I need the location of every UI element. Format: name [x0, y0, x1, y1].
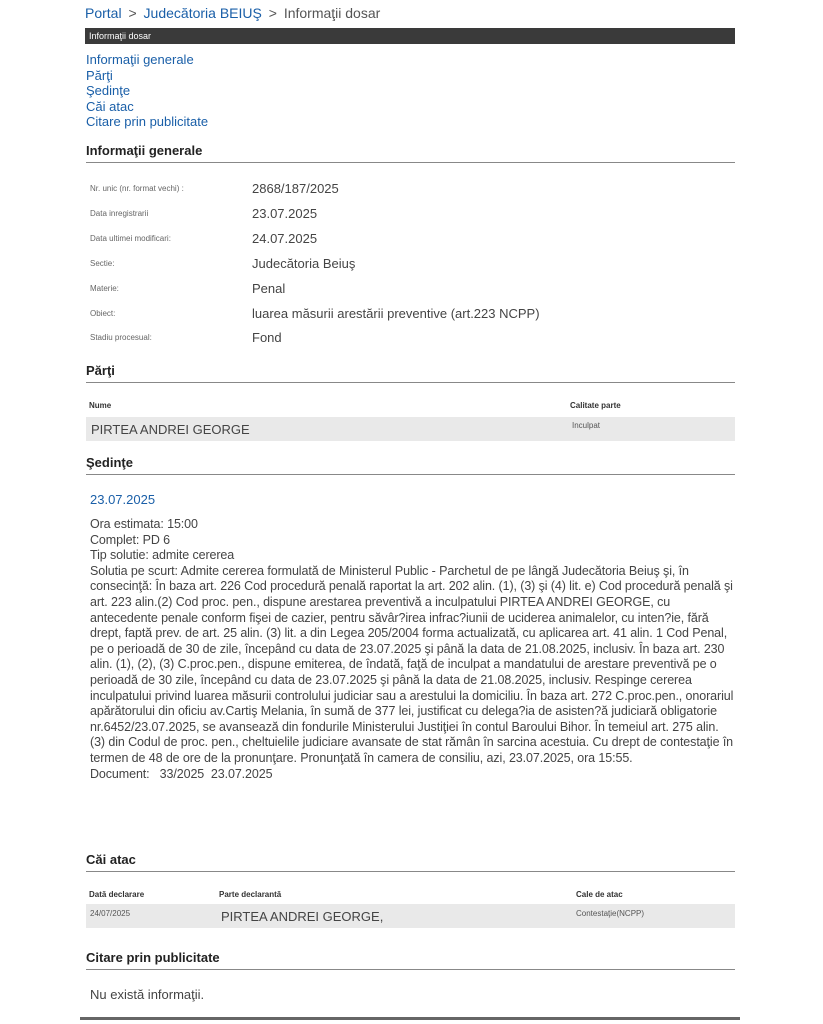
column-header-name: Nume	[89, 401, 112, 410]
field-label: Materie:	[90, 284, 119, 293]
breadcrumb-court-link[interactable]: Judecătoria BEIUŞ	[143, 5, 262, 21]
nav-link-appeals[interactable]: Căi atac	[86, 98, 134, 114]
field-label: Stadiu procesual:	[90, 333, 152, 342]
appeal-type: Contestaţie(NCPP)	[576, 909, 645, 918]
section-nav	[86, 52, 208, 130]
nav-link-publicity[interactable]: Citare prin publicitate	[86, 114, 209, 129]
session-panel: Complet: PD 6	[90, 532, 170, 547]
publicity-text: Nu există informaţii.	[90, 987, 205, 1002]
appeal-date: 24/07/2025	[90, 909, 131, 918]
field-value: Penal	[252, 281, 286, 296]
appeal-party: PIRTEA ANDREI GEORGE,	[221, 909, 384, 924]
field-label: Obiect:	[90, 309, 116, 318]
section-heading-general: Informaţii generale	[86, 143, 735, 163]
section-heading-parties: Părţi	[86, 363, 735, 383]
session-solution-type: Tip solutie: admite cererea	[90, 548, 235, 563]
column-header-date: Dată declarare	[89, 890, 145, 899]
nav-link-general[interactable]: Informaţii generale	[86, 52, 194, 67]
breadcrumb-separator: >	[268, 5, 277, 21]
section-heading-sessions: Şedinţe	[86, 455, 735, 475]
session-date: 23.07.2025	[90, 492, 156, 507]
field-label: Sectie:	[90, 259, 115, 268]
breadcrumb-separator: >	[128, 5, 137, 21]
nav-link-sessions[interactable]: Şedinţe	[86, 83, 131, 98]
page-title-bar: Informaţii dosar	[85, 28, 735, 44]
field-value: Fond	[252, 330, 282, 345]
section-heading-publicity: Citare prin publicitate	[86, 950, 735, 970]
table-row	[86, 417, 735, 441]
session-time: Ora estimata: 15:00	[90, 517, 198, 531]
party-role: Inculpat	[572, 421, 601, 430]
breadcrumb-current: Informaţii dosar	[283, 5, 381, 21]
field-value: 24.07.2025	[252, 231, 318, 246]
session-details	[90, 517, 735, 782]
field-value: 23.07.2025	[252, 206, 318, 221]
party-name: PIRTEA ANDREI GEORGE	[91, 422, 250, 437]
table-row	[86, 904, 735, 928]
column-header-role: Calitate parte	[570, 401, 621, 410]
field-value: 2868/187/2025	[252, 181, 339, 196]
session-document: Document: 33/2025 23.07.2025	[90, 766, 273, 781]
column-header-type: Cale de atac	[576, 890, 623, 899]
field-label: Nr. unic (nr. format vechi) :	[90, 184, 184, 193]
nav-link-parties[interactable]: Părţi	[86, 67, 113, 83]
field-label: Data ultimei modificari:	[90, 234, 171, 243]
session-solution-summary: Solutia pe scurt: Admite cererea formulată de Ministerul Public - Parchetul de pe lângă Judecătoria Beiuş şi, în consecinţă: În baza art. 226 Cod procedură penală raportat la art. 202 alin. (1), (3) şi (4) lit. e) Cod procedură penală şi art. 223 alin.(2) Cod proc. pen., dispune arestarea preventivă a inculpatului PIRTEA ANDREI GEORGE, cu antecedente penale conform fişei de cazier, pentru săvâr?irea infrac?iunii de uciderea animalelor, cu inten?ie, fără drept, faptă prev. de art. 25 alin. (3) lit. a din Legea 205/2004 forma actualizată, cu aplicarea art. 41 alin. 1 Cod Penal, pe o perioadă de 30 de zile, începând cu data de 23.07.2025 şi până la data de 21.08.2025, inclusiv. În baza art. 230 alin. (1), (2), (3) C.proc.pen., dispune emiterea, de îndată, faţă de inculpat a mandatului de arestare preventivă pe o perioadă de 30 zile, începând cu data de 23.07.2025 şi până la data de 21.08.2025, inclusiv. Respinge cererea inculpatului privind luarea măsurii controlului judiciar sau a arestului la domiciliu. În baza art. 272 C.proc.pen., onorariul apărătorului din oficiu av.Cartiş Melania, în sumă de 377 lei, justificat cu delega?ia de asisten?ă judiciară obligatorie nr.6452/23.07.2025, se avansează din fondurile Ministerului Justiţiei în contul Baroului Bihor. În temeiul art. 275 alin. (3) din Codul de proc. pen., cheltuielile judiciare avansate de stat rămân în sarcina acestuia. Cu drept de contestaţie în termen de 48 de ore de la pronunţare. Pronunţată în camera de consiliu, azi, 23.07.2025, ora 15:55.	[90, 563, 734, 765]
field-label: Data inregistrarii	[90, 209, 149, 218]
breadcrumb-portal-link[interactable]: Portal	[85, 5, 122, 21]
footer-divider	[80, 1017, 740, 1020]
breadcrumb	[85, 5, 380, 21]
field-value: luarea măsurii arestării preventive (art.223 NCPP)	[252, 306, 540, 321]
section-heading-appeals: Căi atac	[86, 852, 735, 872]
column-header-party: Parte declarantă	[219, 890, 282, 899]
field-value: Judecătoria Beiuş	[252, 256, 356, 271]
